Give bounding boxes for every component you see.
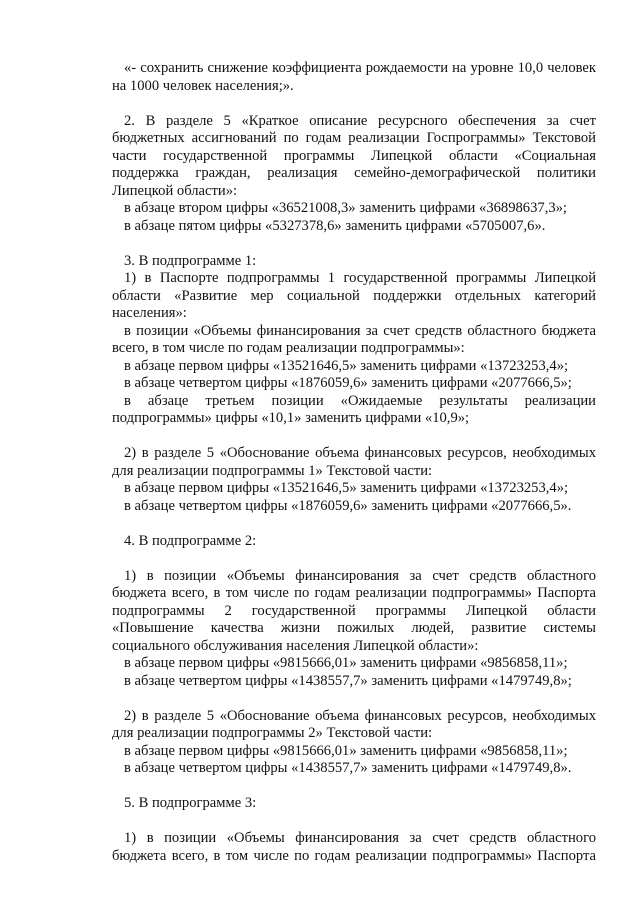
paragraph: 3. В подпрограмме 1: <box>124 252 257 269</box>
paragraph: в абзаце пятом цифры «5327378,6» заменить цифрами «5705007,6». <box>124 217 546 234</box>
paragraph-gap <box>112 550 596 568</box>
paragraph: «- сохранить снижение коэффициента рождаемости на уровне 10,0 человек на 1000 человек населения;». <box>112 60 596 94</box>
paragraph: 2. В разделе 5 «Краткое описание ресурсного обеспечения за счет бюджетных ассигнований по годам реализации Госпрограммы» Текстовой части государственной программы Липецкой области «Социальная поддержка граждан, реализация семейно-демографической политики Липецкой области»: <box>112 112 596 199</box>
document-page <box>112 60 596 865</box>
paragraph-gap <box>112 690 596 708</box>
paragraph-gap <box>112 778 596 796</box>
paragraph: в абзаце первом цифры «13521646,5» заменить цифрами «13723253,4»; <box>124 357 569 374</box>
paragraph: в абзаце втором цифры «36521008,3» заменить цифрами «36898637,3»; <box>124 200 567 216</box>
paragraph: в абзаце первом цифры «13521646,5» заменить цифрами «13723253,4»; <box>124 480 569 496</box>
paragraph: в абзаце четвертом цифры «1876059,6» заменить цифрами «2077666,5». <box>124 497 572 514</box>
paragraph-gap <box>112 813 596 831</box>
paragraph-gap <box>112 428 596 446</box>
paragraph-gap <box>112 95 596 113</box>
paragraph: в абзаце четвертом цифры «1438557,7» заменить цифрами «1479749,8». <box>124 760 572 776</box>
paragraph: 2) в разделе 5 «Обоснование объема финансовых ресурсов, необходимых для реализации подпрограммы 1» Текстовой части: <box>112 445 596 479</box>
paragraph: в абзаце четвертом цифры «1876059,6» заменить цифрами «2077666,5»; <box>124 375 572 391</box>
paragraph: в абзаце третьем позиции «Ожидаемые результаты реализации подпрограммы» цифры «10,1» заменить цифрами «10,9»; <box>112 392 596 426</box>
paragraph: в абзаце первом цифры «9815666,01» заменить цифрами «9856858,11»; <box>124 655 568 671</box>
paragraph: 5. В подпрограмме 3: <box>124 795 257 811</box>
paragraph-gap <box>112 515 596 533</box>
paragraph: 2) в разделе 5 «Обоснование объема финансовых ресурсов, необходимых для реализации подпрограммы 2» Текстовой части: <box>112 707 596 741</box>
paragraph: 1) в позиции «Объемы финансирования за счет средств областного бюджета всего, в том числе по годам реализации подпрограммы» Паспорта подпрограммы 2 государственной программы Липецкой области «Повышение качества жизни пожилых людей, развитие системы социального обслуживания населения Липецкой области»: <box>112 567 596 654</box>
paragraph-gap <box>112 235 596 253</box>
paragraph: в абзаце первом цифры «9815666,01» заменить цифрами «9856858,11»; <box>124 742 568 759</box>
paragraph: в абзаце четвертом цифры «1438557,7» заменить цифрами «1479749,8»; <box>124 672 572 689</box>
paragraph: 1) в Паспорте подпрограммы 1 государственной программы Липецкой области «Развитие мер социальной поддержки отдельных категорий населения»: <box>112 270 596 321</box>
paragraph: 4. В подпрограмме 2: <box>124 532 257 549</box>
paragraph: в позиции «Объемы финансирования за счет средств областного бюджета всего, в том числе по годам реализации подпрограммы»: <box>112 322 596 356</box>
paragraph: 1) в позиции «Объемы финансирования за счет средств областного бюджета всего, в том числе по годам реализации подпрограммы» Паспорта <box>112 830 596 864</box>
